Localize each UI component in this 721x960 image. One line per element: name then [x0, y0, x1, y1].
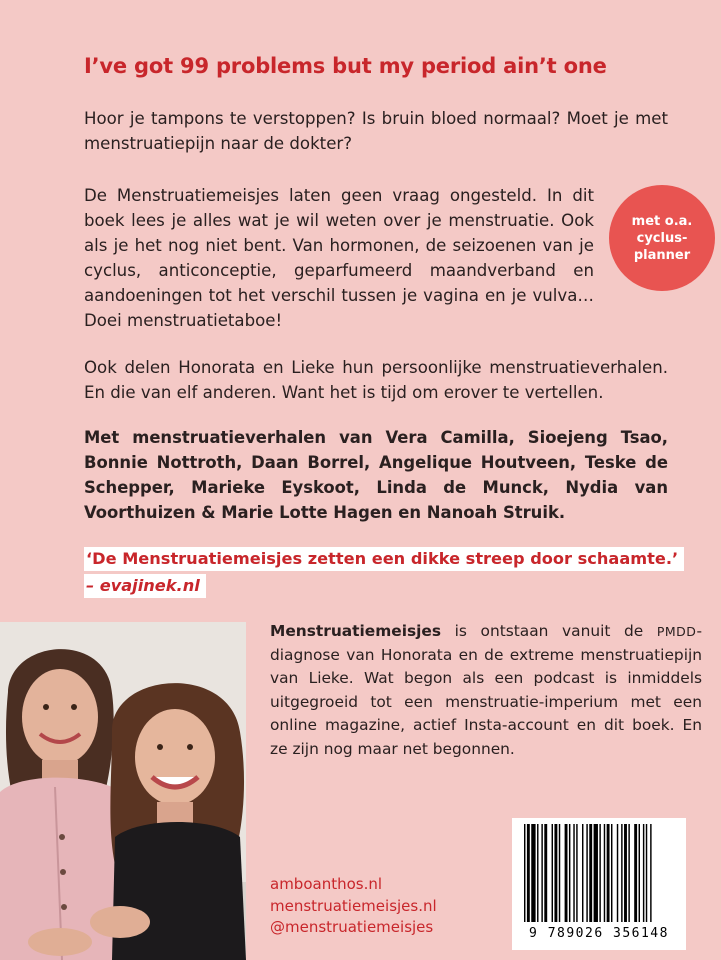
barcode-bar — [565, 824, 568, 922]
barcode-bars — [512, 818, 686, 924]
barcode-bar — [617, 824, 618, 922]
barcode-bar — [554, 824, 557, 922]
isbn-number: 9 789026 356148 — [529, 926, 669, 941]
bio-text-2: -diagnose van Honorata en de extreme menstruatiepijn van Lieke. Wat begon als een podcast is inmiddels uitgegroeid tot een menstruatie-imperium met een online magazine, actief Insta-account en dit boek. En ze zijn nog maar net begonnen. — [270, 622, 702, 758]
contributors-paragraph: Met menstruatieverhalen van Vera Camilla, Sioejeng Tsao, Bonnie Nottroth, Daan Borrel, Angelique Houtveen, Teske de Schepper, Marieke Eyskoot, Linda de Munck, Nydia van Voorthuizen & Marie Lotte Hagen en Nanoah Struik. — [84, 428, 668, 522]
barcode-bar — [607, 824, 610, 922]
publisher-link[interactable]: amboanthos.nl — [270, 875, 383, 893]
barcode-bar — [569, 824, 570, 922]
press-quote — [84, 547, 684, 598]
barcode-bar — [537, 824, 538, 922]
quote-source: – evajinek.nl — [84, 574, 206, 598]
website-link[interactable]: menstruatiemeisjes.nl — [270, 896, 437, 915]
description-paragraph: De Menstruatiemeisjes laten geen vraag ongesteld. In dit boek lees je alles wat je wil weten over je menstruatie. Ook als je het nog niet bent. Van hormonen, de seizoenen van je cyclus, anticonceptie, geparfumeerd maandverband en aandoeningen tot het verschil tussen je vagina en je vulva… Doei menstruatietaboe! — [84, 186, 594, 330]
barcode-bar — [650, 824, 651, 922]
links-list — [270, 874, 437, 939]
barcode-bar — [634, 824, 637, 922]
barcode-bar — [628, 824, 629, 922]
barcode-bar — [604, 824, 605, 922]
barcode-bar — [643, 824, 644, 922]
instagram-handle[interactable]: @menstruatiemeisjes — [270, 918, 434, 936]
quote-text: ‘De Menstruatiemeisjes zetten een dikke streep door schaamte.’ — [84, 547, 684, 571]
authors-photo — [0, 622, 246, 960]
bio-text-1: is ontstaan vanuit de — [441, 622, 657, 640]
barcode-bar — [552, 824, 553, 922]
barcode-bar — [582, 824, 583, 922]
cycle-planner-badge — [609, 185, 715, 291]
isbn-barcode — [512, 818, 686, 950]
barcode-bar — [541, 824, 542, 922]
barcode-bar — [576, 824, 577, 922]
barcode-bar — [624, 824, 627, 922]
barcode-bar — [573, 824, 574, 922]
barcode-bar — [621, 824, 622, 922]
barcode-bar — [589, 824, 592, 922]
bio-name: Menstruatiemeisjes — [270, 622, 442, 640]
authors-bio — [270, 620, 702, 761]
intro-paragraph: Hoor je tampons te verstoppen? Is bruin bloed normaal? Moet je met menstruatiepijn naar de dokter? — [84, 109, 668, 153]
barcode-bar — [639, 824, 640, 922]
barcode-bar — [599, 824, 600, 922]
barcode-bar — [527, 824, 530, 922]
barcode-bar — [531, 824, 535, 922]
back-cover-headline: I’ve got 99 problems but my period ain’t one — [84, 54, 607, 78]
barcode-bar — [559, 824, 560, 922]
bio-acronym: PMDD — [656, 624, 697, 639]
barcode-bar — [611, 824, 612, 922]
personal-stories-paragraph: Ook delen Honorata en Lieke hun persoonlijke menstruatieverhalen. En die van elf anderen. Want het is tijd om erover te vertellen. — [84, 358, 668, 402]
badge-text: met o.a. cyclus-planner — [631, 213, 693, 263]
barcode-bar — [586, 824, 587, 922]
barcode-bar — [646, 824, 647, 922]
barcode-bar — [594, 824, 598, 922]
barcode-bar — [524, 824, 525, 922]
barcode-bar — [544, 824, 547, 922]
